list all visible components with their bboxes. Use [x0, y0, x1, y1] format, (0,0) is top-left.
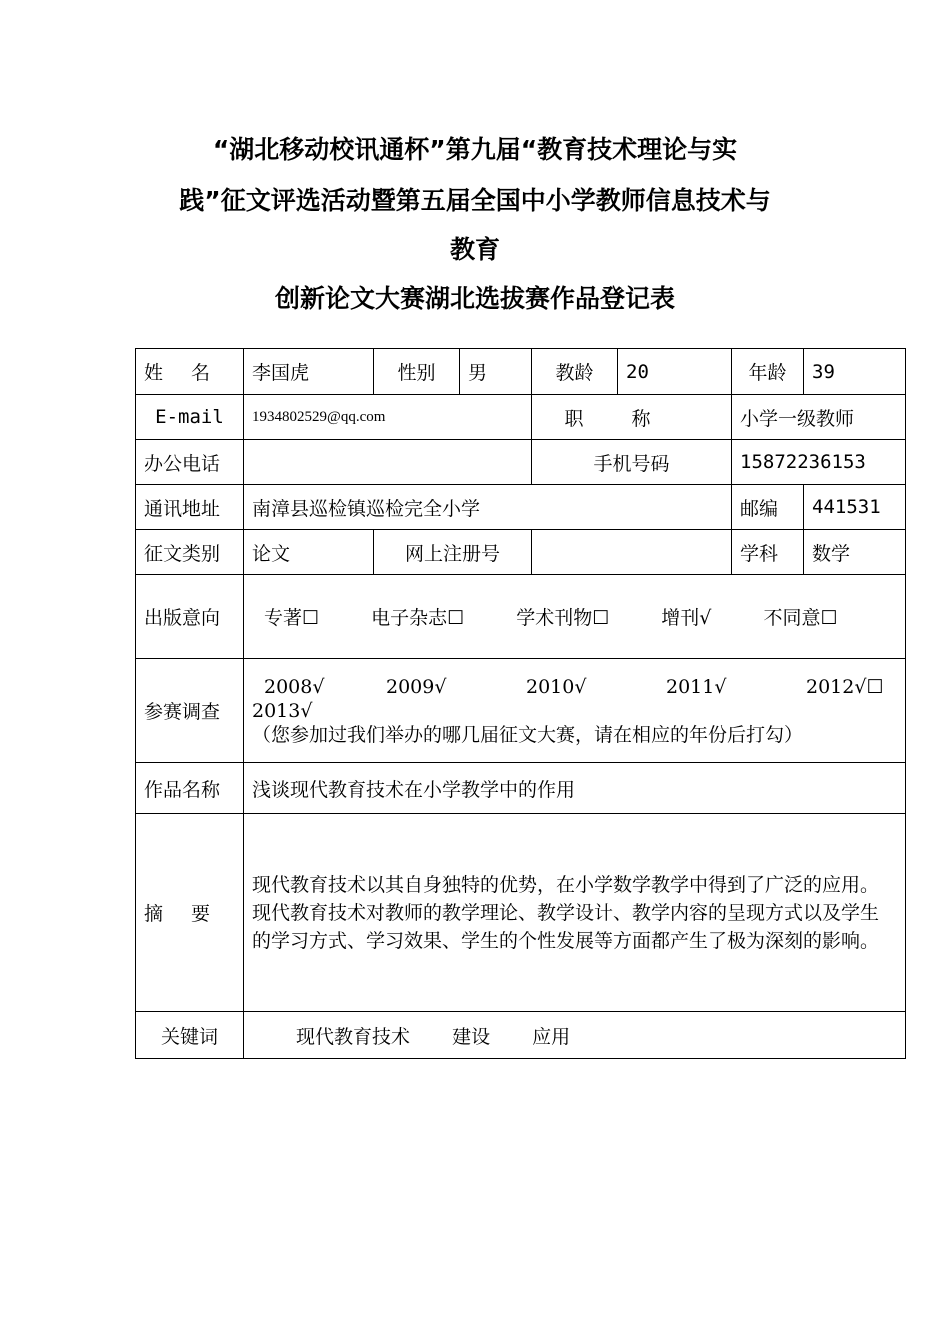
work-name-label: 作品名称 — [136, 763, 244, 814]
survey-year-2012[interactable]: 2012√☐ — [806, 675, 884, 698]
mobile-label: 手机号码 — [532, 440, 732, 485]
work-name-value[interactable]: 浅谈现代教育技术在小学教学中的作用 — [244, 763, 906, 814]
survey-year-2009[interactable]: 2009√ — [386, 675, 447, 698]
category-value[interactable]: 论文 — [244, 530, 374, 575]
survey-label: 参赛调查 — [136, 659, 244, 763]
survey-note: （您参加过我们举办的哪几届征文大赛，请在相应的年份后打勾） — [252, 723, 804, 746]
keywords-label: 关键词 — [136, 1012, 244, 1059]
publish-option-supplement[interactable]: 增刊√ — [661, 607, 712, 629]
keyword-item[interactable]: 应用 — [532, 1025, 571, 1048]
title-line-1: “湖北移动校讯通杯”第九届“教育技术理论与实 — [212, 135, 738, 164]
teaching-years-label: 教龄 — [532, 349, 618, 395]
reg-no-label: 网上注册号 — [374, 530, 532, 575]
mobile-value[interactable]: 15872236153 — [732, 440, 906, 485]
age-label: 年龄 — [732, 349, 804, 395]
address-value[interactable]: 南漳县巡检镇巡检完全小学 — [244, 485, 732, 530]
survey-year-2011[interactable]: 2011√ — [666, 675, 727, 698]
name-value[interactable]: 李国虎 — [244, 349, 374, 395]
email-value[interactable]: 1934802529@qq.com — [244, 395, 532, 440]
title-value[interactable]: 小学一级教师 — [732, 395, 906, 440]
age-value[interactable]: 39 — [804, 349, 906, 395]
survey-year-2010[interactable]: 2010√ — [526, 675, 587, 698]
postcode-label: 邮编 — [732, 485, 804, 530]
publish-option-journal[interactable]: 学术刊物☐ — [516, 607, 610, 629]
keyword-item[interactable]: 建设 — [452, 1025, 491, 1048]
teaching-years-value[interactable]: 20 — [618, 349, 732, 395]
subject-label: 学科 — [732, 530, 804, 575]
survey-content — [244, 659, 906, 763]
publish-options — [244, 575, 906, 659]
postcode-value[interactable]: 441531 — [804, 485, 906, 530]
title-line-3: 教育 — [449, 235, 500, 264]
category-label: 征文类别 — [136, 530, 244, 575]
reg-no-value[interactable] — [532, 530, 732, 575]
survey-year-2008[interactable]: 2008√ — [264, 675, 325, 698]
office-phone-label: 办公电话 — [136, 440, 244, 485]
abstract-value[interactable]: 现代教育技术以其自身独特的优势，在小学数学教学中得到了广泛的应用。现代教育技术对教师的教学理论、教学设计、教学内容的呈现方式以及学生的学习方式、学习效果、学生的个性发展等方面都产生了极为深刻的影响。 — [244, 814, 906, 1012]
publish-option-disagree[interactable]: 不同意☐ — [763, 607, 838, 629]
title-line-4: 创新论文大赛湖北选拔赛作品登记表 — [274, 284, 675, 313]
gender-label: 性别 — [374, 349, 460, 395]
publish-option-monograph[interactable]: 专著☐ — [264, 607, 320, 629]
registration-form — [135, 348, 906, 1059]
publish-option-e-magazine[interactable]: 电子杂志☐ — [371, 607, 465, 629]
title-line-2: 践”征文评选活动暨第五届全国中小学教师信息技术与 — [179, 186, 771, 215]
gender-value[interactable]: 男 — [460, 349, 532, 395]
address-label: 通讯地址 — [136, 485, 244, 530]
subject-value[interactable]: 数学 — [804, 530, 906, 575]
publish-label: 出版意向 — [136, 575, 244, 659]
abstract-label: 摘要 — [136, 814, 244, 1012]
email-label: E-mail — [136, 395, 244, 440]
keyword-item[interactable]: 现代教育技术 — [296, 1025, 411, 1048]
keywords-list — [244, 1012, 906, 1059]
office-phone-value[interactable] — [244, 440, 532, 485]
survey-year-2013[interactable]: 2013√ — [252, 699, 313, 722]
name-label: 姓名 — [136, 349, 244, 395]
title-label: 职称 — [532, 395, 732, 440]
